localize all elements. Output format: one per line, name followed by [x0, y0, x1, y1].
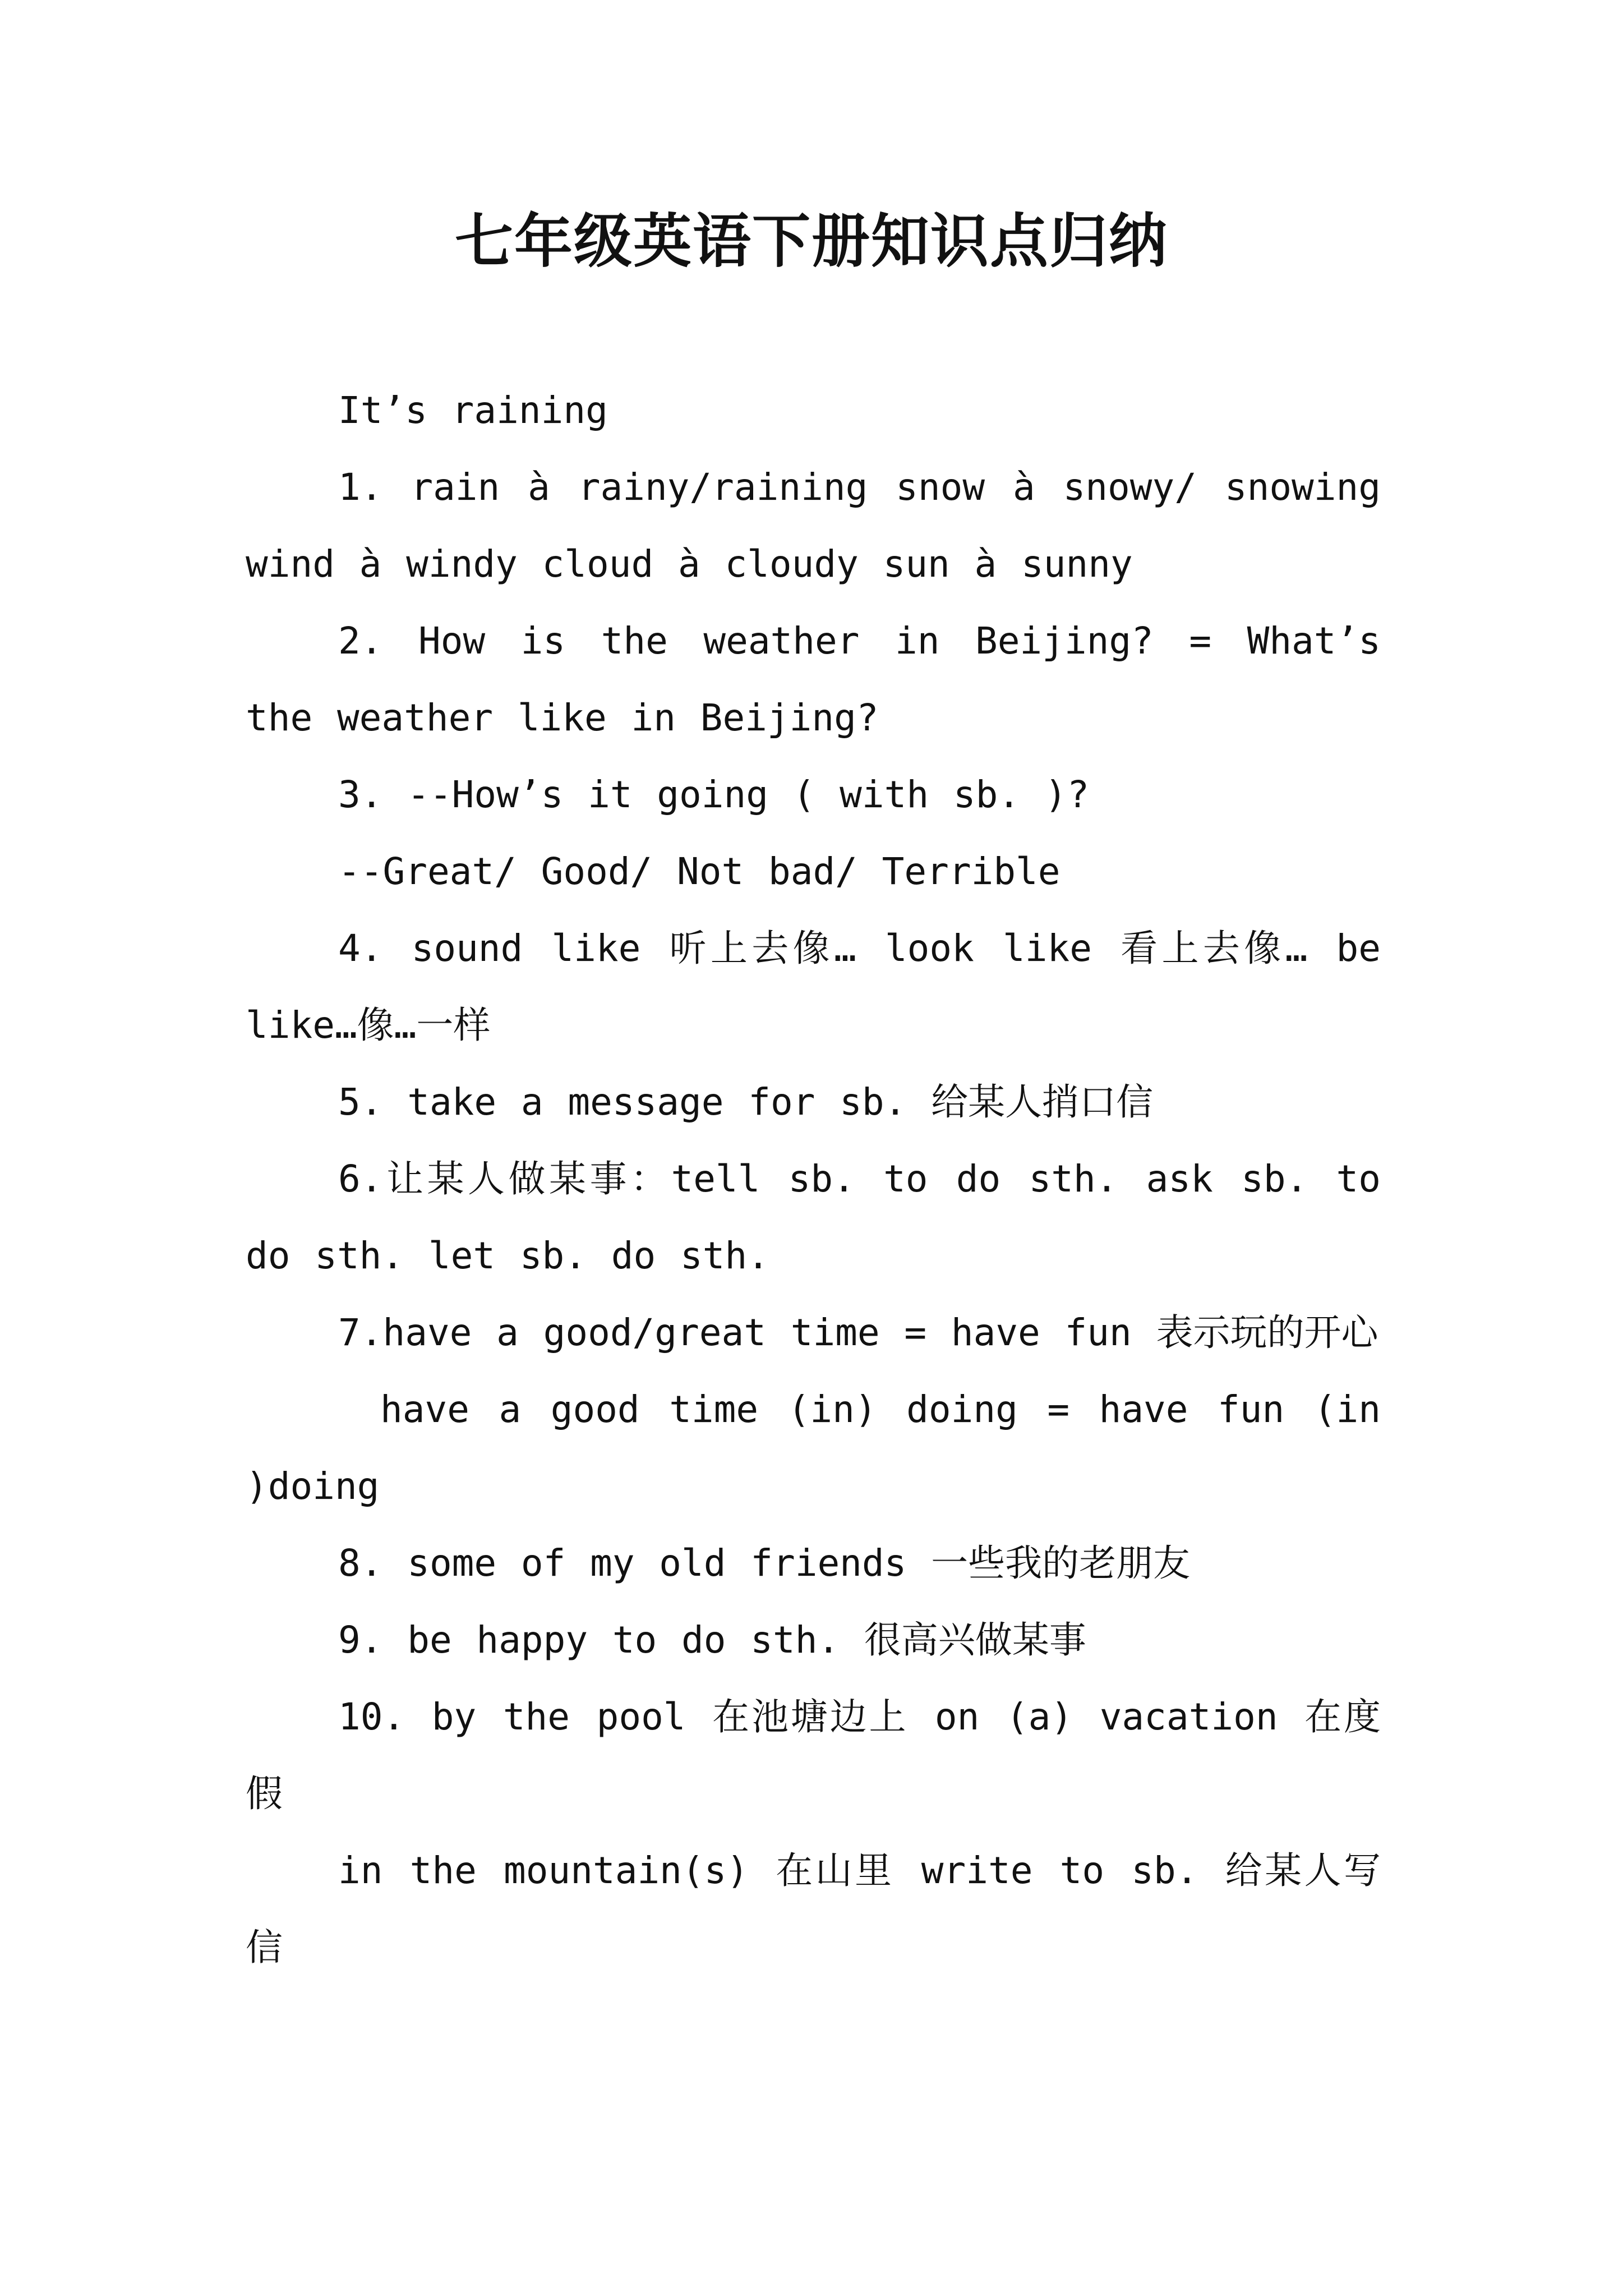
note-item-9: 9. be happy to do sth. 很高兴做某事 [338, 1618, 1086, 1662]
note-item-8: 8. some of my old friends 一些我的老朋友 [338, 1542, 1191, 1585]
note-item-10: 10. by the pool 在池塘边上 on (a) vacation 在度假 [246, 1695, 1381, 1815]
note-item-7-extra: have a good time (in) doing = have fun (in )doing [246, 1388, 1381, 1508]
note-item-2: 2. How is the weather in Beijing? = What’s the weather like in Beijing? [246, 619, 1381, 739]
note-item-1: 1. rain à rainy/raining snow à snowy/ snowing wind à windy cloud à cloudy sun à sunny [246, 466, 1381, 586]
note-item-3: 3. --How’s it going ( with sb. )? [338, 773, 1090, 816]
note-item-5: 5. take a message for sb. 给某人捎口信 [338, 1080, 1154, 1124]
note-item-3-answer: --Great/ Good/ Not bad/ Terrible [338, 850, 1061, 893]
note-item-7: 7.have a good/great time = have fun 表示玩的开心 [338, 1311, 1378, 1354]
note-item-4: 4. sound like 听上去像… look like 看上去像… be like…像…一样 [246, 927, 1381, 1047]
section-heading: It’s raining [338, 389, 608, 432]
note-item-6: 6.让某人做某事：tell sb. to do sth. ask sb. to do sth. let sb. do sth. [246, 1157, 1381, 1277]
document-title: 七年级英语下册知识点归纳 [454, 206, 1168, 275]
note-item-10-extra: in the mountain(s) 在山里 write to sb. 给某人写信 [246, 1849, 1381, 1969]
document-body [246, 372, 1381, 1986]
